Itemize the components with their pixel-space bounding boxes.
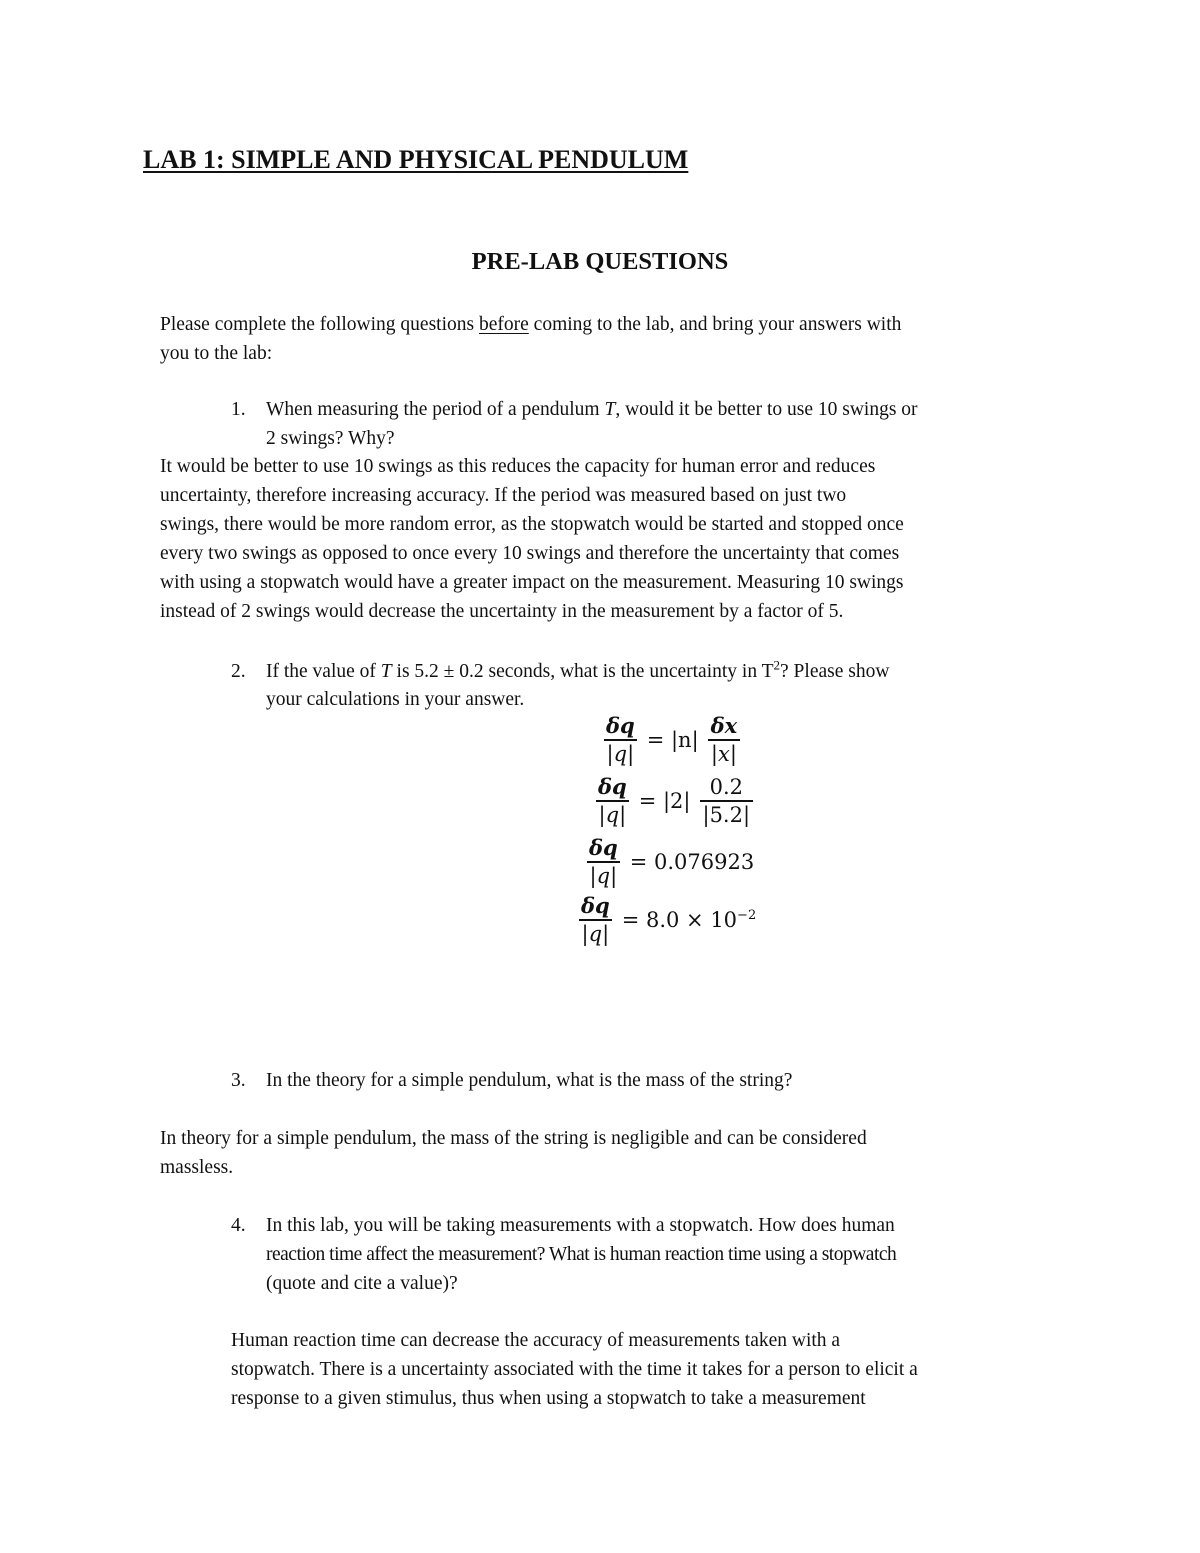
a1-line: swings, there would be more random error, as the stopwatch would be started and stopped once — [160, 514, 904, 535]
a1-line: uncertainty, therefore increasing accuracy. If the period was measured based on just two — [160, 485, 847, 506]
equation-2: $\frac{\delta q}{|q|}$ = |2| $\frac{0.2}{|5.2|}$ — [592, 776, 756, 826]
a1-line: every two swings as opposed to once every 10 swings and therefore the uncertainty that comes — [160, 543, 900, 564]
equation-3: $\frac{\delta q}{|q|}$ = 0.076923 — [583, 837, 760, 887]
q3-number: 3. — [231, 1070, 246, 1091]
a1-line: with using a stopwatch would have a greater impact on the measurement. Measuring 10 swings — [160, 572, 904, 593]
equation-4: $\frac{\delta q}{|q|}$ = $8.0 \times 10^{-2}$ — [575, 895, 762, 945]
a3-line: massless. — [160, 1157, 234, 1178]
lab-title: LAB 1: SIMPLE AND PHYSICAL PENDULUM — [143, 145, 689, 174]
q1-line-2: 2 swings? Why? — [266, 428, 395, 449]
q4-line: (quote and cite a value)? — [266, 1273, 458, 1294]
equation-1: $\frac{\delta q}{|q|}$ = |n| $\frac{\delta x}{|x|}$ — [600, 715, 743, 765]
intro-line-2: you to the lab: — [160, 343, 273, 364]
a1-line: instead of 2 swings would decrease the uncertainty in the measurement by a factor of 5. — [160, 601, 844, 622]
q4-line: In this lab, you will be taking measurements with a stopwatch. How does human — [266, 1215, 895, 1236]
a4-line: response to a given stimulus, thus when using a stopwatch to take a measurement — [231, 1388, 866, 1409]
q4-number: 4. — [231, 1215, 246, 1236]
q2-line-1: If the value of T is 5.2 ± 0.2 seconds, what is the uncertainty in $T^2$? Please show — [266, 657, 890, 682]
q3-text: In the theory for a simple pendulum, what is the mass of the string? — [266, 1070, 793, 1091]
a3-line: In theory for a simple pendulum, the mass of the string is negligible and can be considered — [160, 1128, 867, 1149]
q4-line: reaction time affect the measurement? What is human reaction time using a stopwatch — [266, 1244, 897, 1265]
intro-line-1: Please complete the following questions before coming to the lab, and bring your answers with — [160, 314, 902, 335]
q1-line-1: When measuring the period of a pendulum T, would it be better to use 10 swings or — [266, 399, 918, 420]
a4-line: Human reaction time can decrease the accuracy of measurements taken with a — [231, 1330, 841, 1351]
q1-number: 1. — [231, 399, 246, 420]
a4-line: stopwatch. There is a uncertainty associated with the time it takes for a person to elicit a — [231, 1359, 918, 1380]
section-heading: PRE-LAB QUESTIONS — [471, 248, 729, 275]
q2-line-2: your calculations in your answer. — [266, 689, 525, 710]
q2-number: 2. — [231, 661, 246, 682]
a1-line: It would be better to use 10 swings as this reduces the capacity for human error and reduces — [160, 456, 876, 477]
